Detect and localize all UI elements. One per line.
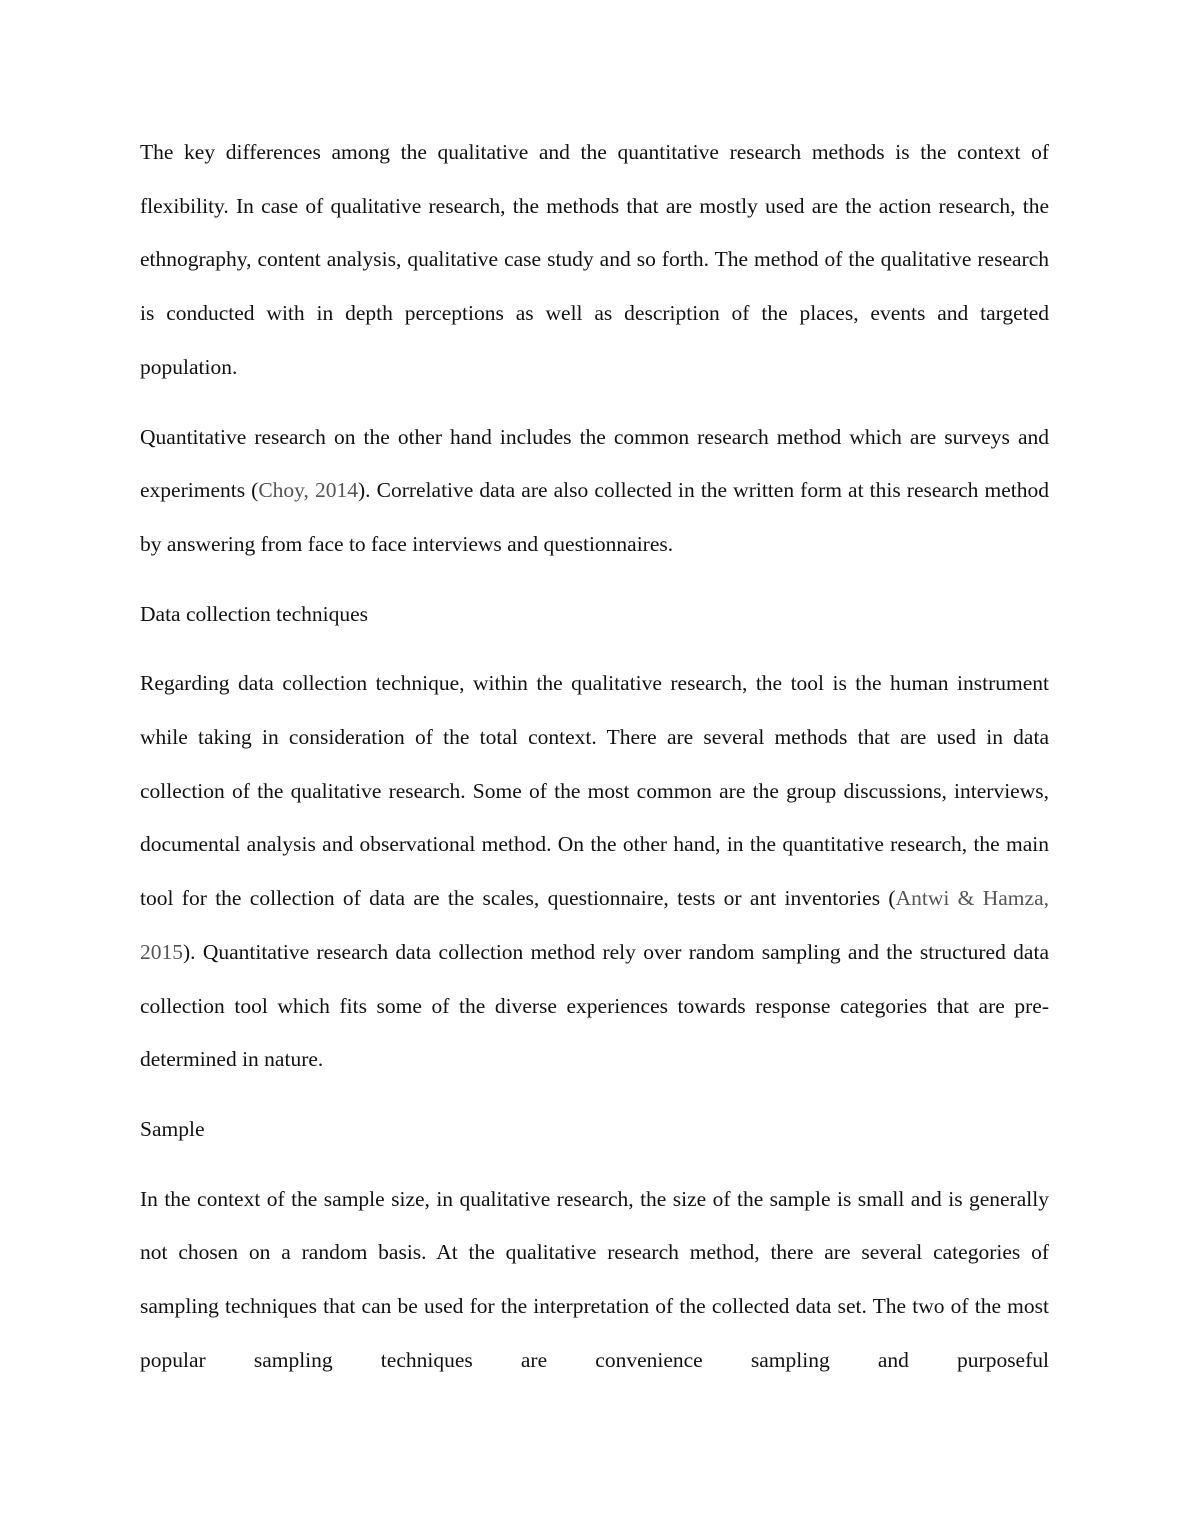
paragraph-text: ). Correlative data are also collected in the written form at this research method by answering from face to face interviews and questionnaires. [140,478,1049,556]
paragraph-text: Regarding data collection technique, within the qualitative research, the tool is the human instrument while taking in consideration of the total context. There are several methods that are used in data collection of the qualitative research. Some of the most common are the group discussions, interviews, documental analysis and observational method. On the other hand, in the quantitative research, the main tool for the collection of data are the scales, questionnaire, tests or ant inventories ( [140,671,1049,911]
document-page [140,126,1049,1403]
paragraph-data-collection [140,657,1049,1087]
paragraph-text: Quantitative research on the other hand includes the common research method which are surveys and experiments ( [140,424,1049,503]
citation-antwi-hamza-2015: Antwi & Hamza, 2015 [140,886,1049,964]
paragraph-text: ). Quantitative research data collection method rely over random sampling and the structured data collection tool which fits some of the diverse experiences towards response categories that are pre-determined in nature. [140,939,1049,1072]
paragraph-quantitative-research [140,411,1049,572]
section-heading-sample: Sample [140,1116,205,1141]
section-heading-data-collection: Data collection techniques [140,601,369,626]
citation-choy-2014: Choy, 2014 [258,478,358,503]
paragraph-research-methods-differences: The key differences among the qualitative and the quantitative research methods is the context of flexibility. In case of qualitative research, the methods that are mostly used are the action research, the ethnography, content analysis, qualitative case study and so forth. The method of the qualitative research is conducted with in depth perceptions as well as description of the places, events and targeted population. [140,140,1049,379]
paragraph-sample-size: In the context of the sample size, in qualitative research, the size of the sample is small and is generally not chosen on a random basis. At the qualitative research method, there are several categories of sampling techniques that can be used for the interpretation of the collected data set. The two of the most popular sampling techniques are convenience sampling and purposeful [140,1186,1049,1372]
